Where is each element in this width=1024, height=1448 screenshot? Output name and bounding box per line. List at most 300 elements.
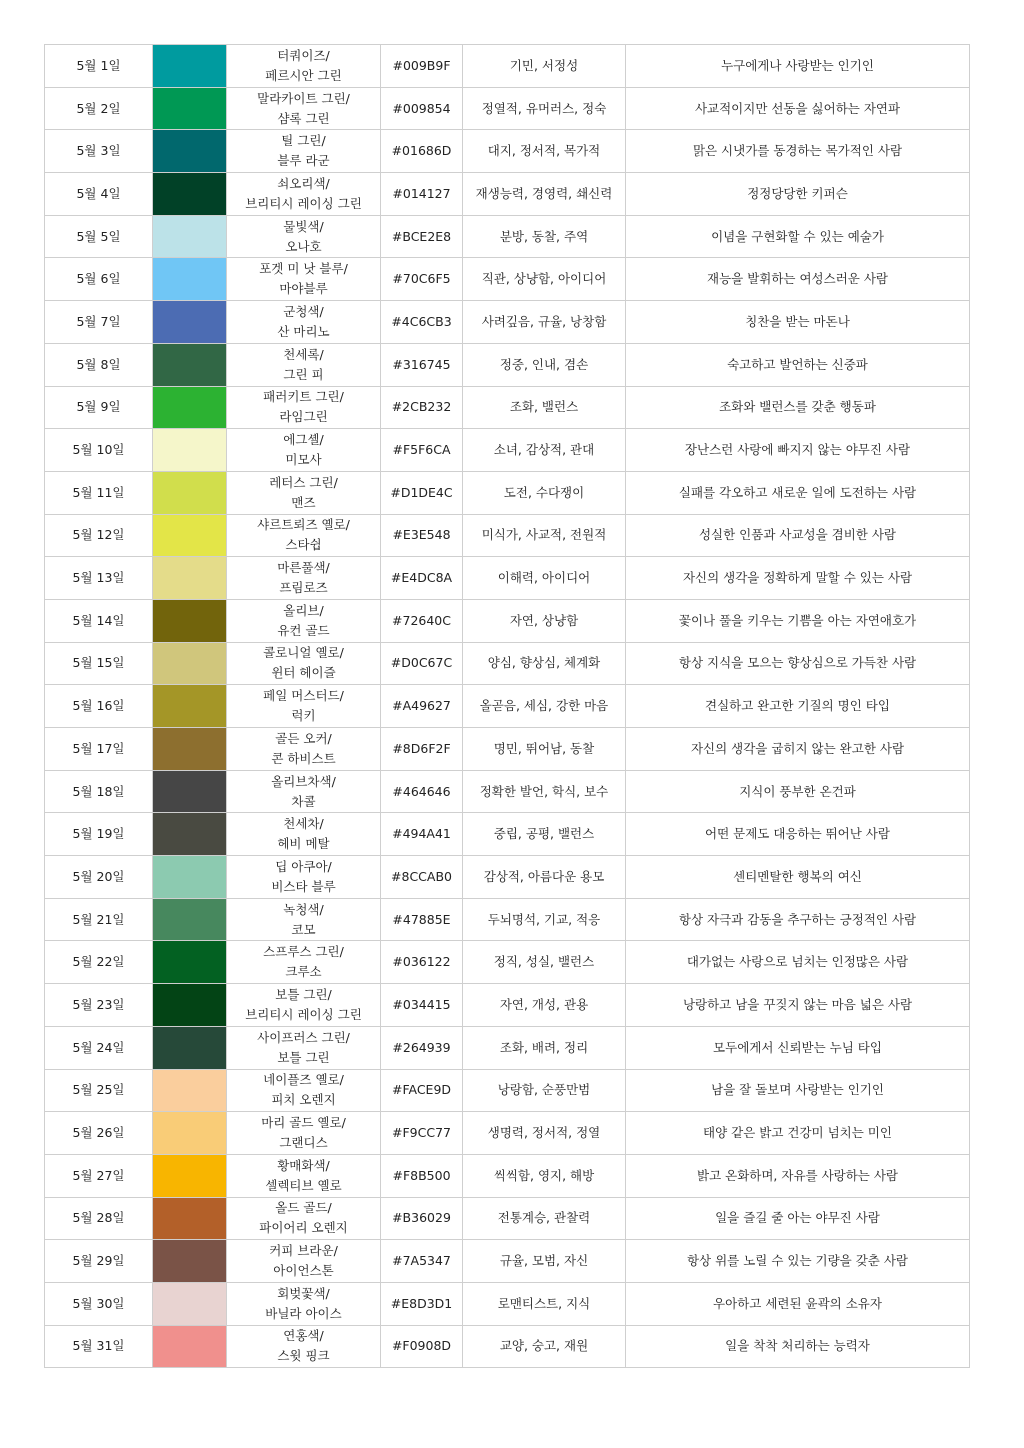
traits-cell: 조화, 밸런스 <box>463 386 626 429</box>
table-row <box>45 599 970 642</box>
color-name-secondary: 그랜디스 <box>279 1135 328 1151</box>
hex-code-cell: #034415 <box>381 984 463 1027</box>
color-name-cell <box>227 685 381 728</box>
color-name-primary: 마리 골드 옐로/ <box>261 1115 346 1131</box>
description-cell: 센티멘탈한 행복의 여신 <box>626 856 970 899</box>
table-row <box>45 343 970 386</box>
date-cell: 5월 15일 <box>45 642 153 685</box>
description-cell: 항상 위를 노릴 수 있는 기량을 갖춘 사람 <box>626 1240 970 1283</box>
date-cell: 5월 26일 <box>45 1112 153 1155</box>
color-swatch <box>153 728 226 770</box>
color-name-secondary: 프림로즈 <box>279 580 328 596</box>
hex-code-cell: #F5F6CA <box>381 429 463 472</box>
description-cell: 우아하고 세련된 윤곽의 소유자 <box>626 1282 970 1325</box>
hex-code-cell: #A49627 <box>381 685 463 728</box>
description-cell: 어떤 문제도 대응하는 뛰어난 사람 <box>626 813 970 856</box>
color-name-cell <box>227 45 381 88</box>
color-name-primary: 콜로니얼 옐로/ <box>263 645 344 661</box>
color-swatch <box>153 258 226 300</box>
description-cell: 낭랑하고 남을 꾸짖지 않는 마음 넓은 사람 <box>626 984 970 1027</box>
color-name-secondary: 셀렉티브 옐로 <box>265 1177 342 1193</box>
color-name-secondary: 유컨 골드 <box>277 622 330 638</box>
color-name-secondary: 바닐라 아이스 <box>265 1305 342 1321</box>
color-name-primary: 녹청색/ <box>283 901 324 917</box>
traits-cell: 미식가, 사교적, 전원적 <box>463 514 626 557</box>
color-name-primary: 마른풀색/ <box>277 560 330 576</box>
description-cell: 자신의 생각을 정확하게 말할 수 있는 사람 <box>626 557 970 600</box>
hex-code-cell: #D0C67C <box>381 642 463 685</box>
table-row <box>45 728 970 771</box>
hex-code-cell: #F0908D <box>381 1325 463 1368</box>
swatch-cell <box>153 1069 227 1112</box>
color-name-primary: 연홍색/ <box>283 1328 324 1344</box>
table-row <box>45 173 970 216</box>
date-cell: 5월 14일 <box>45 599 153 642</box>
description-cell: 태양 같은 밝고 건강미 넘치는 미인 <box>626 1112 970 1155</box>
description-cell: 맑은 시냇가를 동경하는 목가적인 사람 <box>626 130 970 173</box>
table-row <box>45 1154 970 1197</box>
color-name-cell <box>227 856 381 899</box>
color-name-primary: 페일 머스터드/ <box>263 688 344 704</box>
color-name-secondary: 피치 오렌지 <box>271 1092 336 1108</box>
color-name-cell <box>227 343 381 386</box>
color-swatch <box>153 1240 226 1282</box>
table-row <box>45 1282 970 1325</box>
hex-code-cell: #FACE9D <box>381 1069 463 1112</box>
description-cell: 자신의 생각을 굽히지 않는 완고한 사람 <box>626 728 970 771</box>
hex-code-cell: #264939 <box>381 1026 463 1069</box>
swatch-cell <box>153 728 227 771</box>
color-swatch <box>153 899 226 941</box>
description-cell: 견실하고 완고한 기질의 명인 타입 <box>626 685 970 728</box>
color-name-primary: 물빛색/ <box>283 218 324 234</box>
color-swatch <box>153 1070 226 1112</box>
table-row <box>45 429 970 472</box>
description-cell: 숙고하고 발언하는 신중파 <box>626 343 970 386</box>
hex-code-cell: #70C6F5 <box>381 258 463 301</box>
table-row <box>45 557 970 600</box>
table-row <box>45 770 970 813</box>
color-name-cell <box>227 514 381 557</box>
traits-cell: 교양, 숭고, 재원 <box>463 1325 626 1368</box>
hex-code-cell: #316745 <box>381 343 463 386</box>
swatch-cell <box>153 1282 227 1325</box>
table-row <box>45 1240 970 1283</box>
color-name-secondary: 라임그린 <box>279 409 328 425</box>
date-cell: 5월 8일 <box>45 343 153 386</box>
color-name-primary: 스프루스 그린/ <box>263 944 344 960</box>
swatch-cell <box>153 258 227 301</box>
swatch-cell <box>153 813 227 856</box>
color-name-cell <box>227 898 381 941</box>
color-name-cell <box>227 1154 381 1197</box>
hex-code-cell: #7A5347 <box>381 1240 463 1283</box>
color-name-secondary: 블루 라군 <box>277 153 330 169</box>
description-cell: 지식이 풍부한 온건파 <box>626 770 970 813</box>
traits-cell: 규율, 모범, 자신 <box>463 1240 626 1283</box>
swatch-cell <box>153 770 227 813</box>
color-name-primary: 쇠오리색/ <box>277 175 330 191</box>
swatch-cell <box>153 514 227 557</box>
date-cell: 5월 9일 <box>45 386 153 429</box>
color-name-cell <box>227 813 381 856</box>
color-swatch <box>153 771 226 813</box>
table-row <box>45 984 970 1027</box>
description-cell: 항상 자극과 감동을 추구하는 긍정적인 사람 <box>626 898 970 941</box>
color-name-primary: 보틀 그린/ <box>275 986 332 1002</box>
hex-code-cell: #E8D3D1 <box>381 1282 463 1325</box>
color-name-secondary: 페르시안 그린 <box>265 67 342 83</box>
table-row <box>45 1325 970 1368</box>
table-row <box>45 130 970 173</box>
hex-code-cell: #009854 <box>381 87 463 130</box>
color-name-primary: 천세차/ <box>283 816 324 832</box>
table-row <box>45 1112 970 1155</box>
color-name-primary: 골든 오커/ <box>275 730 332 746</box>
description-cell: 장난스런 사랑에 빠지지 않는 야무진 사람 <box>626 429 970 472</box>
table-row <box>45 258 970 301</box>
color-name-primary: 레터스 그린/ <box>269 474 338 490</box>
color-swatch <box>153 685 226 727</box>
color-swatch <box>153 557 226 599</box>
color-swatch <box>153 472 226 514</box>
color-name-secondary: 윈터 헤이즐 <box>271 665 336 681</box>
table-row <box>45 87 970 130</box>
table-row <box>45 856 970 899</box>
date-cell: 5월 20일 <box>45 856 153 899</box>
hex-code-cell: #E3E548 <box>381 514 463 557</box>
date-cell: 5월 22일 <box>45 941 153 984</box>
swatch-cell <box>153 87 227 130</box>
hex-code-cell: #014127 <box>381 173 463 216</box>
date-cell: 5월 10일 <box>45 429 153 472</box>
color-table-body <box>45 45 970 1368</box>
traits-cell: 감상적, 아름다운 용모 <box>463 856 626 899</box>
color-name-secondary: 스타쉽 <box>285 537 322 553</box>
color-name-primary: 올리브차색/ <box>271 773 336 789</box>
color-swatch <box>153 344 226 386</box>
traits-cell: 낭랑함, 순풍만범 <box>463 1069 626 1112</box>
color-swatch <box>153 45 226 87</box>
color-swatch <box>153 1155 226 1197</box>
color-name-cell <box>227 215 381 258</box>
date-cell: 5월 1일 <box>45 45 153 88</box>
hex-code-cell: #01686D <box>381 130 463 173</box>
date-cell: 5월 11일 <box>45 471 153 514</box>
color-name-secondary: 브리티시 레이싱 그린 <box>245 195 362 211</box>
date-cell: 5월 18일 <box>45 770 153 813</box>
hex-code-cell: #4C6CB3 <box>381 301 463 344</box>
color-name-secondary: 비스타 블루 <box>271 878 336 894</box>
swatch-cell <box>153 130 227 173</box>
color-name-secondary: 크루소 <box>285 964 322 980</box>
swatch-cell <box>153 1026 227 1069</box>
swatch-cell <box>153 599 227 642</box>
color-name-cell <box>227 1069 381 1112</box>
swatch-cell <box>153 1325 227 1368</box>
traits-cell: 대지, 정서적, 목가적 <box>463 130 626 173</box>
traits-cell: 재생능력, 경영력, 쇄신력 <box>463 173 626 216</box>
table-row <box>45 45 970 88</box>
color-name-secondary: 그린 피 <box>283 366 324 382</box>
color-swatch <box>153 1283 226 1325</box>
color-swatch <box>153 173 226 215</box>
description-cell: 이념을 구현화할 수 있는 예술가 <box>626 215 970 258</box>
table-row <box>45 514 970 557</box>
date-cell: 5월 29일 <box>45 1240 153 1283</box>
color-swatch <box>153 984 226 1026</box>
description-cell: 실패를 각오하고 새로운 일에 도전하는 사람 <box>626 471 970 514</box>
date-cell: 5월 31일 <box>45 1325 153 1368</box>
table-row <box>45 898 970 941</box>
date-cell: 5월 21일 <box>45 898 153 941</box>
traits-cell: 중립, 공평, 밸런스 <box>463 813 626 856</box>
description-cell: 일을 착착 처리하는 능력자 <box>626 1325 970 1368</box>
table-row <box>45 1026 970 1069</box>
color-name-secondary: 맨즈 <box>291 494 316 510</box>
traits-cell: 양심, 향상심, 체계화 <box>463 642 626 685</box>
date-cell: 5월 23일 <box>45 984 153 1027</box>
color-name-primary: 커피 브라운/ <box>269 1243 338 1259</box>
traits-cell: 자연, 상냥함 <box>463 599 626 642</box>
hex-code-cell: #47885E <box>381 898 463 941</box>
color-swatch <box>153 1027 226 1069</box>
traits-cell: 조화, 배려, 정리 <box>463 1026 626 1069</box>
color-swatch <box>153 813 226 855</box>
swatch-cell <box>153 471 227 514</box>
color-name-primary: 말라카이트 그린/ <box>257 90 350 106</box>
traits-cell: 정확한 발언, 학식, 보수 <box>463 770 626 813</box>
description-cell: 조화와 밸런스를 갖춘 행동파 <box>626 386 970 429</box>
traits-cell: 명민, 뛰어남, 동찰 <box>463 728 626 771</box>
description-cell: 일을 즐길 줄 아는 야무진 사람 <box>626 1197 970 1240</box>
hex-code-cell: #BCE2E8 <box>381 215 463 258</box>
traits-cell: 정열적, 유머러스, 정숙 <box>463 87 626 130</box>
description-cell: 사교적이지만 선동을 싫어하는 자연파 <box>626 87 970 130</box>
traits-cell: 올곧음, 세심, 강한 마음 <box>463 685 626 728</box>
color-swatch <box>153 301 226 343</box>
traits-cell: 소녀, 감상적, 관대 <box>463 429 626 472</box>
color-swatch <box>153 130 226 172</box>
color-name-cell <box>227 599 381 642</box>
color-name-secondary: 스윗 핑크 <box>277 1348 330 1364</box>
swatch-cell <box>153 1112 227 1155</box>
color-swatch <box>153 600 226 642</box>
traits-cell: 정중, 인내, 겸손 <box>463 343 626 386</box>
color-name-primary: 사이프러스 그린/ <box>257 1029 350 1045</box>
color-name-cell <box>227 429 381 472</box>
color-name-secondary: 아이언스톤 <box>273 1263 334 1279</box>
color-name-secondary: 마야블루 <box>279 281 328 297</box>
table-row <box>45 1069 970 1112</box>
description-cell: 성실한 인품과 사교성을 겸비한 사람 <box>626 514 970 557</box>
color-name-cell <box>227 1112 381 1155</box>
table-row <box>45 471 970 514</box>
hex-code-cell: #F9CC77 <box>381 1112 463 1155</box>
color-name-primary: 틸 그린/ <box>281 133 326 149</box>
traits-cell: 두뇌명석, 기교, 적응 <box>463 898 626 941</box>
date-cell: 5월 3일 <box>45 130 153 173</box>
color-name-primary: 회벚꽃색/ <box>277 1285 330 1301</box>
table-row <box>45 301 970 344</box>
traits-cell: 기민, 서정성 <box>463 45 626 88</box>
date-cell: 5월 13일 <box>45 557 153 600</box>
color-name-cell <box>227 87 381 130</box>
swatch-cell <box>153 301 227 344</box>
traits-cell: 로맨티스트, 지식 <box>463 1282 626 1325</box>
color-name-secondary: 코모 <box>291 921 316 937</box>
color-name-primary: 샤르트뢰즈 옐로/ <box>257 517 350 533</box>
color-name-primary: 네이플즈 옐로/ <box>263 1072 344 1088</box>
color-swatch <box>153 1198 226 1240</box>
swatch-cell <box>153 642 227 685</box>
color-name-primary: 포겟 미 낫 블루/ <box>259 261 348 277</box>
date-cell: 5월 16일 <box>45 685 153 728</box>
traits-cell: 자연, 개성, 관용 <box>463 984 626 1027</box>
color-name-cell <box>227 642 381 685</box>
swatch-cell <box>153 898 227 941</box>
hex-code-cell: #2CB232 <box>381 386 463 429</box>
hex-code-cell: #D1DE4C <box>381 471 463 514</box>
color-name-secondary: 브리티시 레이싱 그린 <box>245 1006 362 1022</box>
date-cell: 5월 17일 <box>45 728 153 771</box>
color-swatch <box>153 1112 226 1154</box>
color-name-cell <box>227 941 381 984</box>
color-name-cell <box>227 471 381 514</box>
color-name-cell <box>227 1197 381 1240</box>
color-name-cell <box>227 1026 381 1069</box>
swatch-cell <box>153 429 227 472</box>
traits-cell: 정직, 성실, 밸런스 <box>463 941 626 984</box>
swatch-cell <box>153 215 227 258</box>
table-row <box>45 386 970 429</box>
hex-code-cell: #E4DC8A <box>381 557 463 600</box>
swatch-cell <box>153 1154 227 1197</box>
color-name-primary: 올드 골드/ <box>275 1200 332 1216</box>
color-name-cell <box>227 1282 381 1325</box>
color-name-secondary: 콘 하비스트 <box>271 750 336 766</box>
swatch-cell <box>153 941 227 984</box>
table-row <box>45 642 970 685</box>
date-cell: 5월 19일 <box>45 813 153 856</box>
description-cell: 꽃이나 풀을 키우는 기쁨을 아는 자연애호가 <box>626 599 970 642</box>
traits-cell: 전통계승, 관찰력 <box>463 1197 626 1240</box>
date-cell: 5월 2일 <box>45 87 153 130</box>
color-name-primary: 패러키트 그린/ <box>263 389 344 405</box>
color-name-secondary: 산 마리노 <box>277 323 330 339</box>
traits-cell: 분방, 동찰, 주역 <box>463 215 626 258</box>
hex-code-cell: #464646 <box>381 770 463 813</box>
swatch-cell <box>153 856 227 899</box>
table-row <box>45 685 970 728</box>
traits-cell: 생명력, 정서적, 정열 <box>463 1112 626 1155</box>
table-row <box>45 941 970 984</box>
swatch-cell <box>153 386 227 429</box>
table-row <box>45 813 970 856</box>
swatch-cell <box>153 984 227 1027</box>
color-name-cell <box>227 173 381 216</box>
date-cell: 5월 7일 <box>45 301 153 344</box>
color-name-primary: 천세록/ <box>283 346 324 362</box>
date-cell: 5월 25일 <box>45 1069 153 1112</box>
description-cell: 모두에게서 신뢰받는 누님 타입 <box>626 1026 970 1069</box>
hex-code-cell: #72640C <box>381 599 463 642</box>
color-name-primary: 에그셸/ <box>283 432 324 448</box>
date-cell: 5월 6일 <box>45 258 153 301</box>
date-cell: 5월 4일 <box>45 173 153 216</box>
description-cell: 항상 지식을 모으는 향상심으로 가득찬 사람 <box>626 642 970 685</box>
date-cell: 5월 12일 <box>45 514 153 557</box>
color-swatch <box>153 429 226 471</box>
color-name-cell <box>227 130 381 173</box>
traits-cell: 직관, 상냥함, 아이디어 <box>463 258 626 301</box>
color-name-primary: 딥 아쿠아/ <box>275 858 332 874</box>
traits-cell: 이해력, 아이디어 <box>463 557 626 600</box>
color-name-secondary: 오나호 <box>285 238 322 254</box>
swatch-cell <box>153 685 227 728</box>
color-name-secondary: 파이어리 오렌지 <box>259 1220 348 1236</box>
color-swatch <box>153 216 226 258</box>
traits-cell: 사려깊음, 규율, 낭창함 <box>463 301 626 344</box>
color-name-secondary: 차콜 <box>291 793 316 809</box>
date-cell: 5월 30일 <box>45 1282 153 1325</box>
color-name-secondary: 샴록 그린 <box>277 110 330 126</box>
swatch-cell <box>153 45 227 88</box>
swatch-cell <box>153 1240 227 1283</box>
color-swatch <box>153 1326 226 1368</box>
color-name-primary: 터쿼이즈/ <box>277 47 330 63</box>
color-name-cell <box>227 770 381 813</box>
color-name-cell <box>227 984 381 1027</box>
table-row <box>45 1197 970 1240</box>
description-cell: 밝고 온화하며, 자유를 사랑하는 사람 <box>626 1154 970 1197</box>
color-name-primary: 황매화색/ <box>277 1157 330 1173</box>
hex-code-cell: #8D6F2F <box>381 728 463 771</box>
color-name-primary: 군청색/ <box>283 303 324 319</box>
color-swatch <box>153 387 226 429</box>
description-cell: 칭찬을 받는 마돈나 <box>626 301 970 344</box>
traits-cell: 씩씩함, 영지, 해방 <box>463 1154 626 1197</box>
hex-code-cell: #B36029 <box>381 1197 463 1240</box>
color-name-cell <box>227 258 381 301</box>
swatch-cell <box>153 557 227 600</box>
date-cell: 5월 24일 <box>45 1026 153 1069</box>
hex-code-cell: #009B9F <box>381 45 463 88</box>
color-name-cell <box>227 386 381 429</box>
birthday-color-table <box>44 44 970 1368</box>
color-name-cell <box>227 1325 381 1368</box>
date-cell: 5월 5일 <box>45 215 153 258</box>
description-cell: 재능을 발휘하는 여성스러운 사람 <box>626 258 970 301</box>
color-swatch <box>153 88 226 130</box>
color-name-cell <box>227 557 381 600</box>
color-swatch <box>153 643 226 685</box>
color-name-secondary: 미모사 <box>285 452 322 468</box>
swatch-cell <box>153 173 227 216</box>
color-name-cell <box>227 301 381 344</box>
color-name-secondary: 보틀 그린 <box>277 1049 330 1065</box>
color-swatch <box>153 515 226 557</box>
hex-code-cell: #8CCAB0 <box>381 856 463 899</box>
description-cell: 정정당당한 키퍼슨 <box>626 173 970 216</box>
table-row <box>45 215 970 258</box>
traits-cell: 도전, 수다쟁이 <box>463 471 626 514</box>
hex-code-cell: #494A41 <box>381 813 463 856</box>
description-cell: 누구에게나 사랑받는 인기인 <box>626 45 970 88</box>
hex-code-cell: #036122 <box>381 941 463 984</box>
color-name-secondary: 헤비 메탈 <box>277 836 330 852</box>
color-name-primary: 올리브/ <box>283 602 324 618</box>
